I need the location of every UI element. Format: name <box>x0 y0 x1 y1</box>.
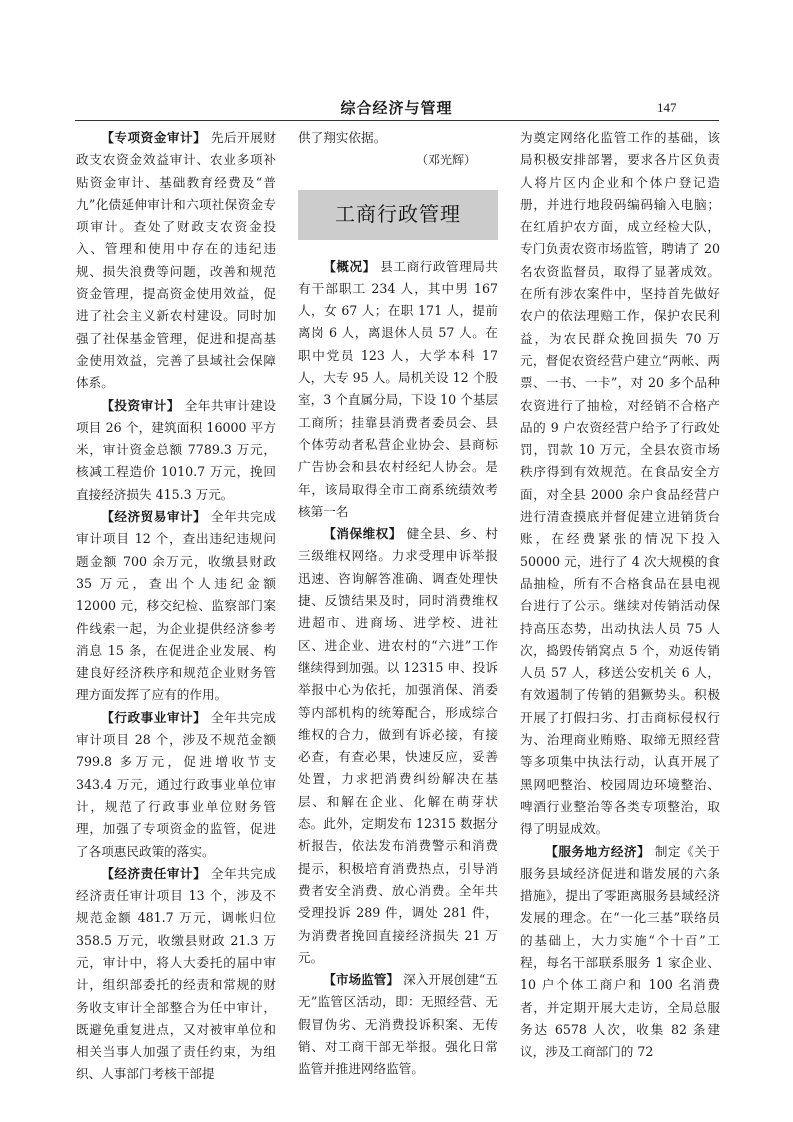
section-heading: 【消保维权】 <box>323 526 403 542</box>
paragraph-continuation: 为奠定网络化监管工作的基础，该局积极安排部署，要求各片区负责人将片区内企业和个体户登记造册，并进行地段码编码输入电脑；在红盾护农方面，成立经检大队，专门负责农资市场监管，聘请了 20 名农资监督员，取得了显著成效。在所有涉农案件中，坚持首先做好农户的依法理赔工作，保护农民利益，为农民群众挽回损失 70 万元，督促农资经营户建立“两帐、两票、一书、一卡”，对 20 多个品种农资进行了抽检，对经销不合格产品的 9 户农资经营户给予了行政处罚，罚款 10 万元，全县农资市场秩序得到有效规范。在食品安全方面，对全县 2000 余户食品经营户进行清查摸底并督促建立进销货台账，在经费紧张的情况下投入 50000 元，进行了 4 次大规模的食品抽检，所有不合格食品在县电视台进行了公示。继续对传销活动保持高压态势，出动执法人员 75 人次，捣毁传销窝点 5 个，劝返传销人员 57 人，移送公安机关 6 人，有效遏制了传销的猖獗势头。积极开展了打假扫劣、打击商标侵权行为、治理商业贿赂、取缔无照经营等多项集中执法行动，认真开展了黑网吧整治、校园周边环境整治、啤酒行业整治等各类专项整治，取得了明显成效。 <box>520 130 720 837</box>
paragraph-continuation: 供了翔实依据。 <box>298 130 387 145</box>
paragraph-text: 健全县、乡、村三级维权网络。力求受理申诉举报迅速、咨询解答准确、调查处理快捷、反馈结果及时，同时消费维权进超市、进商场、进学校、进社区、进企业、进农村的“六进”工作继续得到加强。以 12315 申、投诉举报中心为依托，加强消保、消委等内部机构的统筹配合，形成综合维权的合力，做到有诉必接，有接必查，有查必果，快速反应，妥善处置，力求把消费纠纷解决在基层、和解在企业、化解在萌芽状态。此外，定期发布 12315 数据分析报告，依法发布消费警示和消费提示，积极培育消费热点，引导消费者安全消费、放心消费。全年共受理投诉 289 件，调处 281 件，为消费者挽回直接经济损失 21 万元。 <box>298 526 499 965</box>
paragraph <box>298 969 498 1080</box>
text-column-2 <box>298 127 498 1081</box>
paragraph <box>298 523 498 969</box>
paragraph-text: 全年共完成审计项目 28 个，涉及不规范金额 799.8 多万元，促进增收节支 343.4 万元，通过行政事业单位审计，规范了行政事业单位财务管理，加强了专项资金的监管，促进了各项惠民政策的落实。 <box>76 709 276 859</box>
section-heading: 【概况】 <box>323 258 376 274</box>
section-heading: 【经济责任审计】 <box>101 865 207 881</box>
paragraph <box>76 395 276 506</box>
paragraph-text: 全年共完成审计项目 12 个，查出违纪违规问题金额 700 余万元，收缴县财政 35 万元，查出个人违纪金额 12000 元，移交纪检、监察部门案件线索一起，为企业提供经济参考消息 15 条，在促进企业发展、构建良好经济秩序和规范企业财务管理方面发挥了应有的作用。 <box>76 509 276 703</box>
paragraph-text: 全年共审计建设项目 26 个，建筑面积 16000 平方米，审计资金总额 7789.3 万元，核减工程造价 1010.7 万元，挽回直接经济损失 415.3 万元。 <box>76 397 277 502</box>
header-rule <box>75 120 719 121</box>
page-number: 147 <box>657 100 677 115</box>
paragraph-text: 县工商行政管理局共有干部职工 234 人，其中男 167 人，女 67 人；在职 171 人，提前离岗 6 人，离退休人员 57 人。在职中党员 123 人，大学本科 17 人，大专 95 人。局机关设 12 个股室，3 个直属分局，下设 10 个基层工商所；挂靠县消费者委员会、县个体劳动者私营企业协会、县商标广告协会和县农村经纪人协会。是年，该局取得全市工商系统绩效考核第一名 <box>298 258 498 519</box>
paragraph <box>298 256 498 524</box>
paragraph <box>76 506 276 707</box>
text-column-3 <box>520 127 720 1063</box>
text-column-1 <box>76 127 276 1086</box>
section-heading: 【服务地方经济】 <box>545 843 651 859</box>
section-heading: 【专项资金审计】 <box>101 130 207 145</box>
section-heading: 【经济贸易审计】 <box>101 509 207 525</box>
section-banner: 工商行政管理 <box>298 190 498 240</box>
paragraph <box>76 127 276 395</box>
paragraph-text: 制定《关于服务县域经济促进和谐发展的六条措施》，提出了零距离服务县域经济发展的理念。在“一化三基”联络员的基础上，大力实施“个十百”工程，每名干部联系服务 1 家企业、10 户个体工商户和 100 名消费者，并定期开展大走访，全局总服务达 6578 人次，收集 82 条建议，涉及工商部门的 72 <box>520 843 720 1060</box>
paragraph <box>76 707 276 863</box>
section-heading: 【行政事业审计】 <box>101 709 207 725</box>
section-heading: 【市场监管】 <box>323 972 400 988</box>
author-signature: （邓光辉） <box>415 153 476 168</box>
paragraph-text: 先后开展财政支农资金效益审计、农业多项补贴资金审计、基础教育经费及“普九”化债延伸审计和六项社保资金专项审计。查处了财政支农资金投入、管理和使用中存在的违纪违规、损失浪费等问题，改善和规范资金管理，提高资金使用效益，促进了社会主义新农村建设。同时加强了社保基金管理，促进和提高基金使用效益，完善了县域社会保障体系。 <box>76 130 276 391</box>
paragraph <box>76 863 276 1086</box>
running-header-title: 综合经济与管理 <box>340 99 453 117</box>
section-heading: 【投资审计】 <box>101 397 181 413</box>
paragraph-text: 深入开展创建“五无”监管区活动，即：无照经营、无假冒伪劣、无消费投诉积案、无传销、对工商干部无举报。强化日常监管并推进网络监管。 <box>298 972 498 1077</box>
paragraph <box>520 841 720 1064</box>
paragraph-text: 全年共完成经济责任审计项目 13 个，涉及不规范金额 481.7 万元，调帐归位 358.5 万元，收缴县财政 21.3 万元，审计中，将人大委托的届中审计，组织部委托的经责和常规的财务收支审计全部整合为任中审计，既避免重复进点，又对被审单位和相关当事人加强了责任约束，为组织、人事部门考核干部提 <box>76 865 276 1082</box>
